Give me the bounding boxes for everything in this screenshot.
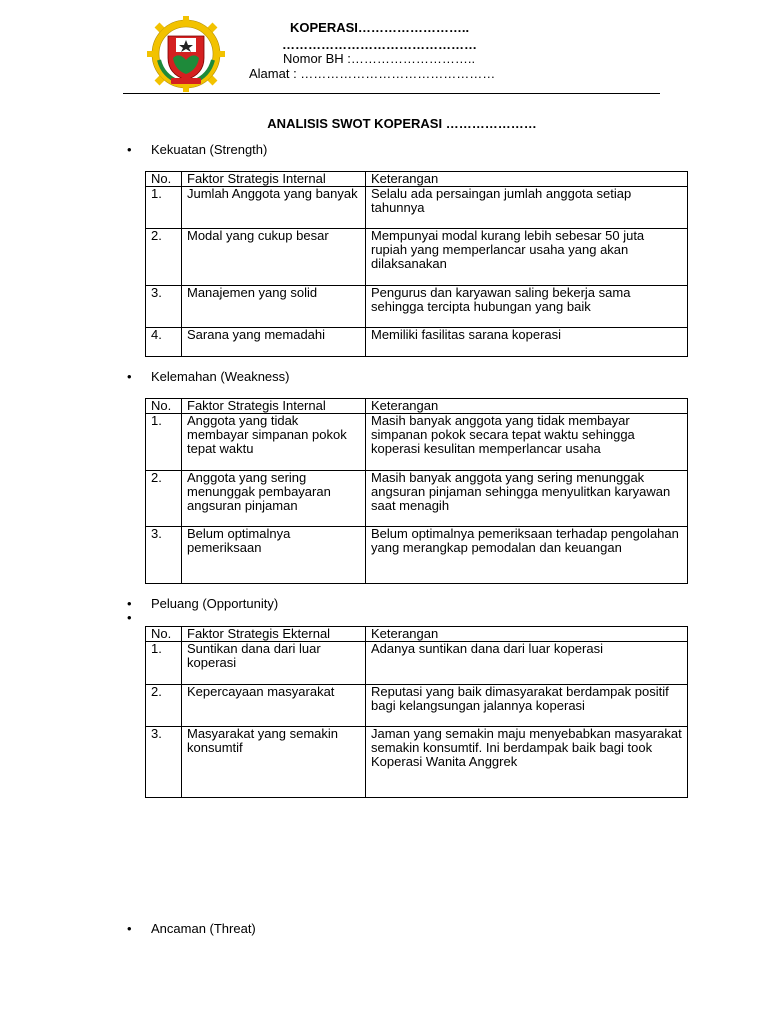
cell-keterangan: Mempunyai modal kurang lebih sebesar 50 juta rupiah yang memperlancar usaha yang akan dilaksanakan	[366, 229, 688, 286]
bullet-icon: •	[127, 921, 132, 936]
column-header-no: No.	[146, 399, 182, 414]
section-strength-heading	[127, 142, 268, 157]
cell-no: 1.	[146, 642, 182, 685]
cell-faktor: Suntikan dana dari luar koperasi	[182, 642, 366, 685]
cell-keterangan: Selalu ada persaingan jumlah anggota setiap tahunnya	[366, 187, 688, 229]
cell-no: 1.	[146, 187, 182, 229]
table-row	[146, 642, 688, 685]
cell-no: 3.	[146, 527, 182, 584]
cell-faktor: Belum optimalnya pemeriksaan	[182, 527, 366, 584]
cell-keterangan: Adanya suntikan dana dari luar koperasi	[366, 642, 688, 685]
column-header-faktor: Faktor Strategis Internal	[182, 399, 366, 414]
section-label: Kelemahan (Weakness)	[151, 369, 290, 384]
section-label: Ancaman (Threat)	[151, 921, 256, 936]
cell-keterangan: Pengurus dan karyawan saling bekerja sama sehingga tercipta hubungan yang baik	[366, 286, 688, 328]
table-row	[146, 727, 688, 798]
cell-faktor: Kepercayaan masyarakat	[182, 685, 366, 727]
table-row	[146, 685, 688, 727]
column-header-keterangan: Keterangan	[366, 399, 688, 414]
cell-keterangan: Belum optimalnya pemeriksaan terhadap pengolahan yang merangkap pemodalan dan keuangan	[366, 527, 688, 584]
cell-faktor: Manajemen yang solid	[182, 286, 366, 328]
table-row	[146, 414, 688, 471]
section-threat-heading	[127, 921, 256, 936]
weakness-table	[145, 398, 688, 584]
cell-keterangan: Reputasi yang baik dimasyarakat berdampak positif bagi kelangsungan jalannya koperasi	[366, 685, 688, 727]
section-weakness-heading	[127, 369, 290, 384]
bullet-icon: •	[127, 369, 132, 384]
cell-no: 2.	[146, 471, 182, 527]
cell-keterangan: Jaman yang semakin maju menyebabkan masyarakat semakin konsumtif. Ini berdampak baik bagi took Koperasi Wanita Anggrek	[366, 727, 688, 798]
column-header-faktor: Faktor Strategis Ekternal	[182, 627, 366, 642]
opportunity-table	[145, 626, 688, 798]
table-row	[146, 328, 688, 357]
bullet-icon: •	[127, 596, 132, 611]
column-header-no: No.	[146, 172, 182, 187]
header-nomor-bh: Nomor BH :………………………..	[283, 51, 476, 66]
column-header-faktor: Faktor Strategis Internal	[182, 172, 366, 187]
header-divider	[123, 93, 660, 94]
header-dots-line: ………………………………………	[282, 37, 477, 52]
column-header-keterangan: Keterangan	[366, 172, 688, 187]
cell-faktor: Jumlah Anggota yang banyak	[182, 187, 366, 229]
cell-no: 3.	[146, 286, 182, 328]
bullet-icon: •	[127, 610, 132, 625]
table-row	[146, 527, 688, 584]
cell-keterangan: Masih banyak anggota yang tidak membayar simpanan pokok secara tepat waktu sehingga koperasi kesulitan memperlancar usaha	[366, 414, 688, 471]
cell-no: 1.	[146, 414, 182, 471]
cell-no: 2.	[146, 685, 182, 727]
cell-faktor: Anggota yang sering menunggak pembayaran angsuran pinjaman	[182, 471, 366, 527]
cell-keterangan: Masih banyak anggota yang sering menunggak angsuran pinjaman sehingga menyulitkan karyawan saat menagih	[366, 471, 688, 527]
header-alamat: Alamat : ………………………………………	[249, 66, 496, 81]
cell-no: 2.	[146, 229, 182, 286]
table-header-row	[146, 627, 688, 642]
cell-faktor: Masyarakat yang semakin konsumtif	[182, 727, 366, 798]
header-koperasi: KOPERASI……………………..	[290, 20, 470, 35]
section-opportunity-heading	[127, 596, 279, 611]
cell-no: 4.	[146, 328, 182, 357]
koperasi-logo	[143, 14, 229, 94]
table-header-row	[146, 172, 688, 187]
cell-keterangan: Memiliki fasilitas sarana koperasi	[366, 328, 688, 357]
table-row	[146, 229, 688, 286]
table-row	[146, 286, 688, 328]
strength-table	[145, 171, 688, 357]
column-header-keterangan: Keterangan	[366, 627, 688, 642]
section-label: Kekuatan (Strength)	[151, 142, 268, 157]
table-header-row	[146, 399, 688, 414]
cell-no: 3.	[146, 727, 182, 798]
cell-faktor: Anggota yang tidak membayar simpanan pokok tepat waktu	[182, 414, 366, 471]
cell-faktor: Sarana yang memadahi	[182, 328, 366, 357]
koperasi-emblem-icon	[143, 14, 229, 94]
bullet-icon: •	[127, 142, 132, 157]
table-row	[146, 187, 688, 229]
section-label: Peluang (Opportunity)	[151, 596, 279, 611]
table-row	[146, 471, 688, 527]
column-header-no: No.	[146, 627, 182, 642]
page-title: ANALISIS SWOT KOPERASI …………………	[267, 116, 537, 131]
cell-faktor: Modal yang cukup besar	[182, 229, 366, 286]
